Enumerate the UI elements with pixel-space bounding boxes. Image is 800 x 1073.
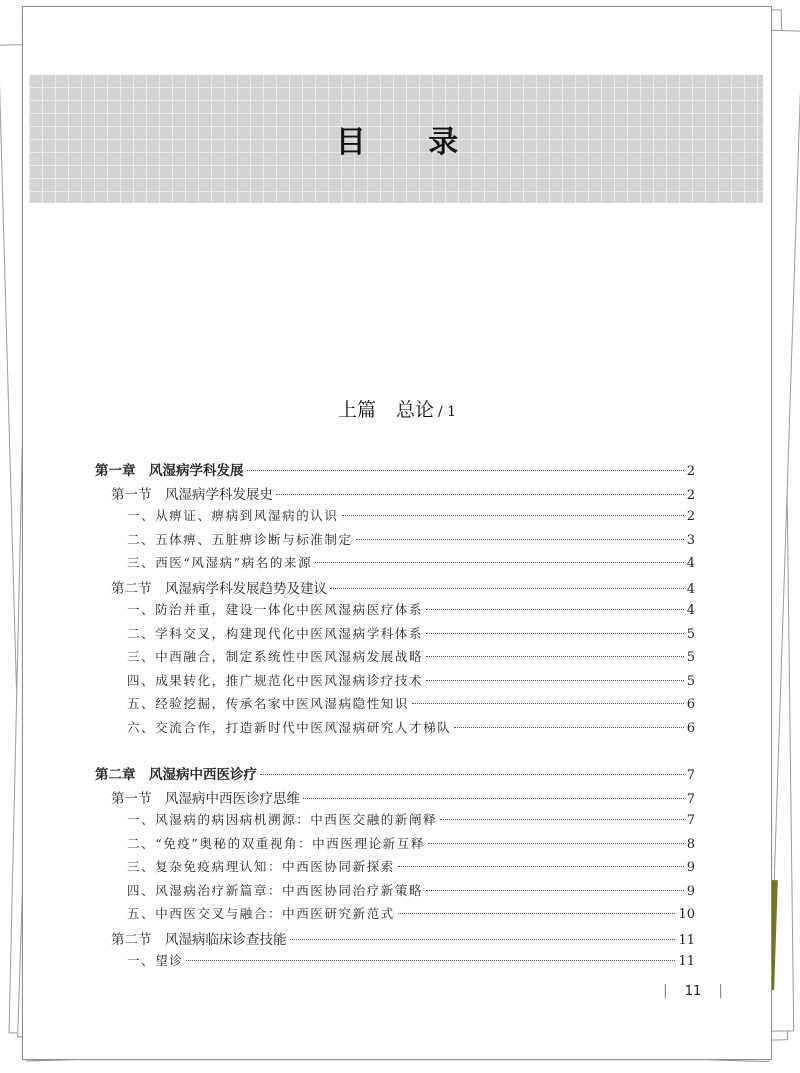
table-of-contents	[95, 459, 695, 975]
dot-leader	[426, 680, 684, 681]
toc-item[interactable]	[95, 506, 695, 530]
toc-section[interactable]	[95, 928, 695, 952]
dot-leader	[426, 890, 684, 891]
toc-item-page-number: 9	[686, 860, 695, 875]
toc-section-page-number: 2	[686, 487, 695, 503]
dot-leader	[260, 774, 684, 775]
toc-chapter[interactable]	[95, 459, 695, 483]
toc-item-label: 三、复杂免疫病理认知：中西医协同新探索	[127, 859, 395, 874]
toc-chapter-label: 第一章 风湿病学科发展	[95, 463, 244, 479]
dot-leader	[428, 843, 684, 844]
toc-item-page-number: 4	[686, 603, 695, 618]
dot-leader	[303, 798, 684, 799]
toc-item-page-number: 8	[686, 836, 695, 852]
toc-item[interactable]	[95, 718, 695, 742]
toc-item-page-number: 5	[686, 626, 695, 642]
dot-leader	[247, 470, 684, 471]
toc-section-page-number: 4	[686, 581, 695, 597]
toc-item-label: 一、从痹证、痹病到风湿病的认识	[127, 508, 339, 523]
toc-chapter-label: 第二章 风湿病中西医诊疗	[95, 767, 257, 783]
toc-item-page-number: 5	[686, 650, 695, 665]
toc-item-label: 二、“免疫”奥秘的双重视角：中西医理论新互释	[127, 835, 425, 851]
toc-item[interactable]	[95, 904, 695, 928]
toc-item-page-number: 7	[686, 813, 695, 828]
toc-item-label: 五、经验挖掘，传承名家中医风湿病隐性知识	[127, 696, 410, 711]
toc-chapter-page-number: 2	[686, 464, 695, 479]
toc-item[interactable]	[95, 600, 695, 624]
toc-item-label: 四、成果转化，推广规范化中医风湿病诊疗技术	[127, 672, 424, 688]
dot-leader	[356, 539, 684, 540]
part-label: 上篇	[337, 399, 376, 421]
toc-item-page-number: 3	[686, 532, 695, 548]
toc-section-label: 第一节 风湿病学科发展史	[111, 486, 273, 503]
toc-item-label: 一、防治并重，建设一体化中医风湿病医疗体系	[127, 602, 424, 617]
toc-section-label: 第一节 风湿病中西医诊疗思维	[111, 790, 300, 807]
dot-leader	[440, 819, 684, 820]
toc-item[interactable]	[95, 834, 695, 858]
dot-leader	[426, 633, 684, 634]
dot-leader	[412, 703, 684, 704]
toc-item-label: 三、中西融合，制定系统性中医风湿病发展战略	[127, 649, 424, 664]
toc-item-page-number: 5	[686, 673, 695, 689]
dot-leader	[454, 727, 683, 728]
toc-item[interactable]	[95, 951, 695, 975]
toc-chapter-group	[95, 763, 695, 975]
part-heading	[23, 395, 771, 422]
toc-item[interactable]	[95, 671, 695, 695]
toc-section-label: 第二节 风湿病临床诊查技能	[111, 931, 287, 948]
part-page-number: / 1	[437, 404, 457, 420]
page-number: 11	[684, 983, 702, 999]
dot-leader	[426, 609, 684, 610]
page-title: 目 录	[335, 125, 485, 160]
toc-item[interactable]	[95, 881, 695, 905]
dot-leader	[330, 588, 684, 589]
toc-item-label: 六、交流合作，打造新时代中医风湿病研究人才梯队	[127, 719, 452, 735]
toc-page	[22, 6, 772, 1060]
dot-leader	[426, 656, 684, 657]
dot-leader	[398, 913, 676, 914]
toc-item[interactable]	[95, 553, 695, 577]
toc-section-label: 第二节 风湿病学科发展趋势及建议	[111, 580, 327, 597]
toc-item-page-number: 11	[678, 954, 695, 969]
toc-item[interactable]	[95, 624, 695, 648]
dot-leader	[315, 562, 684, 563]
toc-chapter-page-number: 7	[686, 768, 695, 783]
toc-item-page-number: 6	[686, 720, 695, 736]
toc-item-label: 五、中西医交叉与融合：中西医研究新范式	[127, 906, 395, 921]
toc-item-label: 一、望诊	[127, 953, 184, 968]
toc-section[interactable]	[95, 577, 695, 601]
toc-chapter[interactable]	[95, 763, 695, 787]
dot-leader	[276, 494, 684, 495]
dot-leader	[342, 515, 684, 516]
toc-item-label: 二、学科交叉，构建现代化中医风湿病学科体系	[127, 625, 424, 641]
dot-leader	[186, 960, 675, 961]
toc-item-page-number: 9	[686, 883, 695, 899]
toc-item[interactable]	[95, 530, 695, 554]
folio-divider-right: |	[718, 983, 723, 999]
toc-section-page-number: 11	[678, 932, 695, 948]
toc-item[interactable]	[95, 694, 695, 718]
toc-item-label: 一、风湿病的病因病机溯源：中西医交融的新阐释	[127, 812, 438, 827]
folio-divider-left: |	[663, 983, 668, 999]
toc-section-page-number: 7	[686, 791, 695, 807]
toc-item-label: 二、五体痹、五脏痹诊断与标准制定	[127, 531, 353, 547]
toc-chapter-group	[95, 459, 695, 741]
toc-item[interactable]	[95, 810, 695, 834]
toc-item-label: 三、西医“风湿病”病名的来源	[127, 555, 313, 570]
toc-item-page-number: 2	[686, 509, 695, 524]
dot-leader	[290, 939, 676, 940]
toc-section[interactable]	[95, 787, 695, 811]
dot-leader	[398, 866, 684, 867]
toc-item-page-number: 10	[678, 907, 695, 922]
toc-item-page-number: 4	[686, 556, 695, 571]
toc-item[interactable]	[95, 857, 695, 881]
toc-item[interactable]	[95, 647, 695, 671]
toc-item-label: 四、风湿病治疗新篇章：中西医协同治疗新策略	[127, 882, 424, 898]
toc-item-page-number: 6	[686, 697, 695, 712]
toc-section[interactable]	[95, 483, 695, 507]
page-folio	[663, 983, 723, 999]
part-name: 总论	[395, 399, 434, 421]
